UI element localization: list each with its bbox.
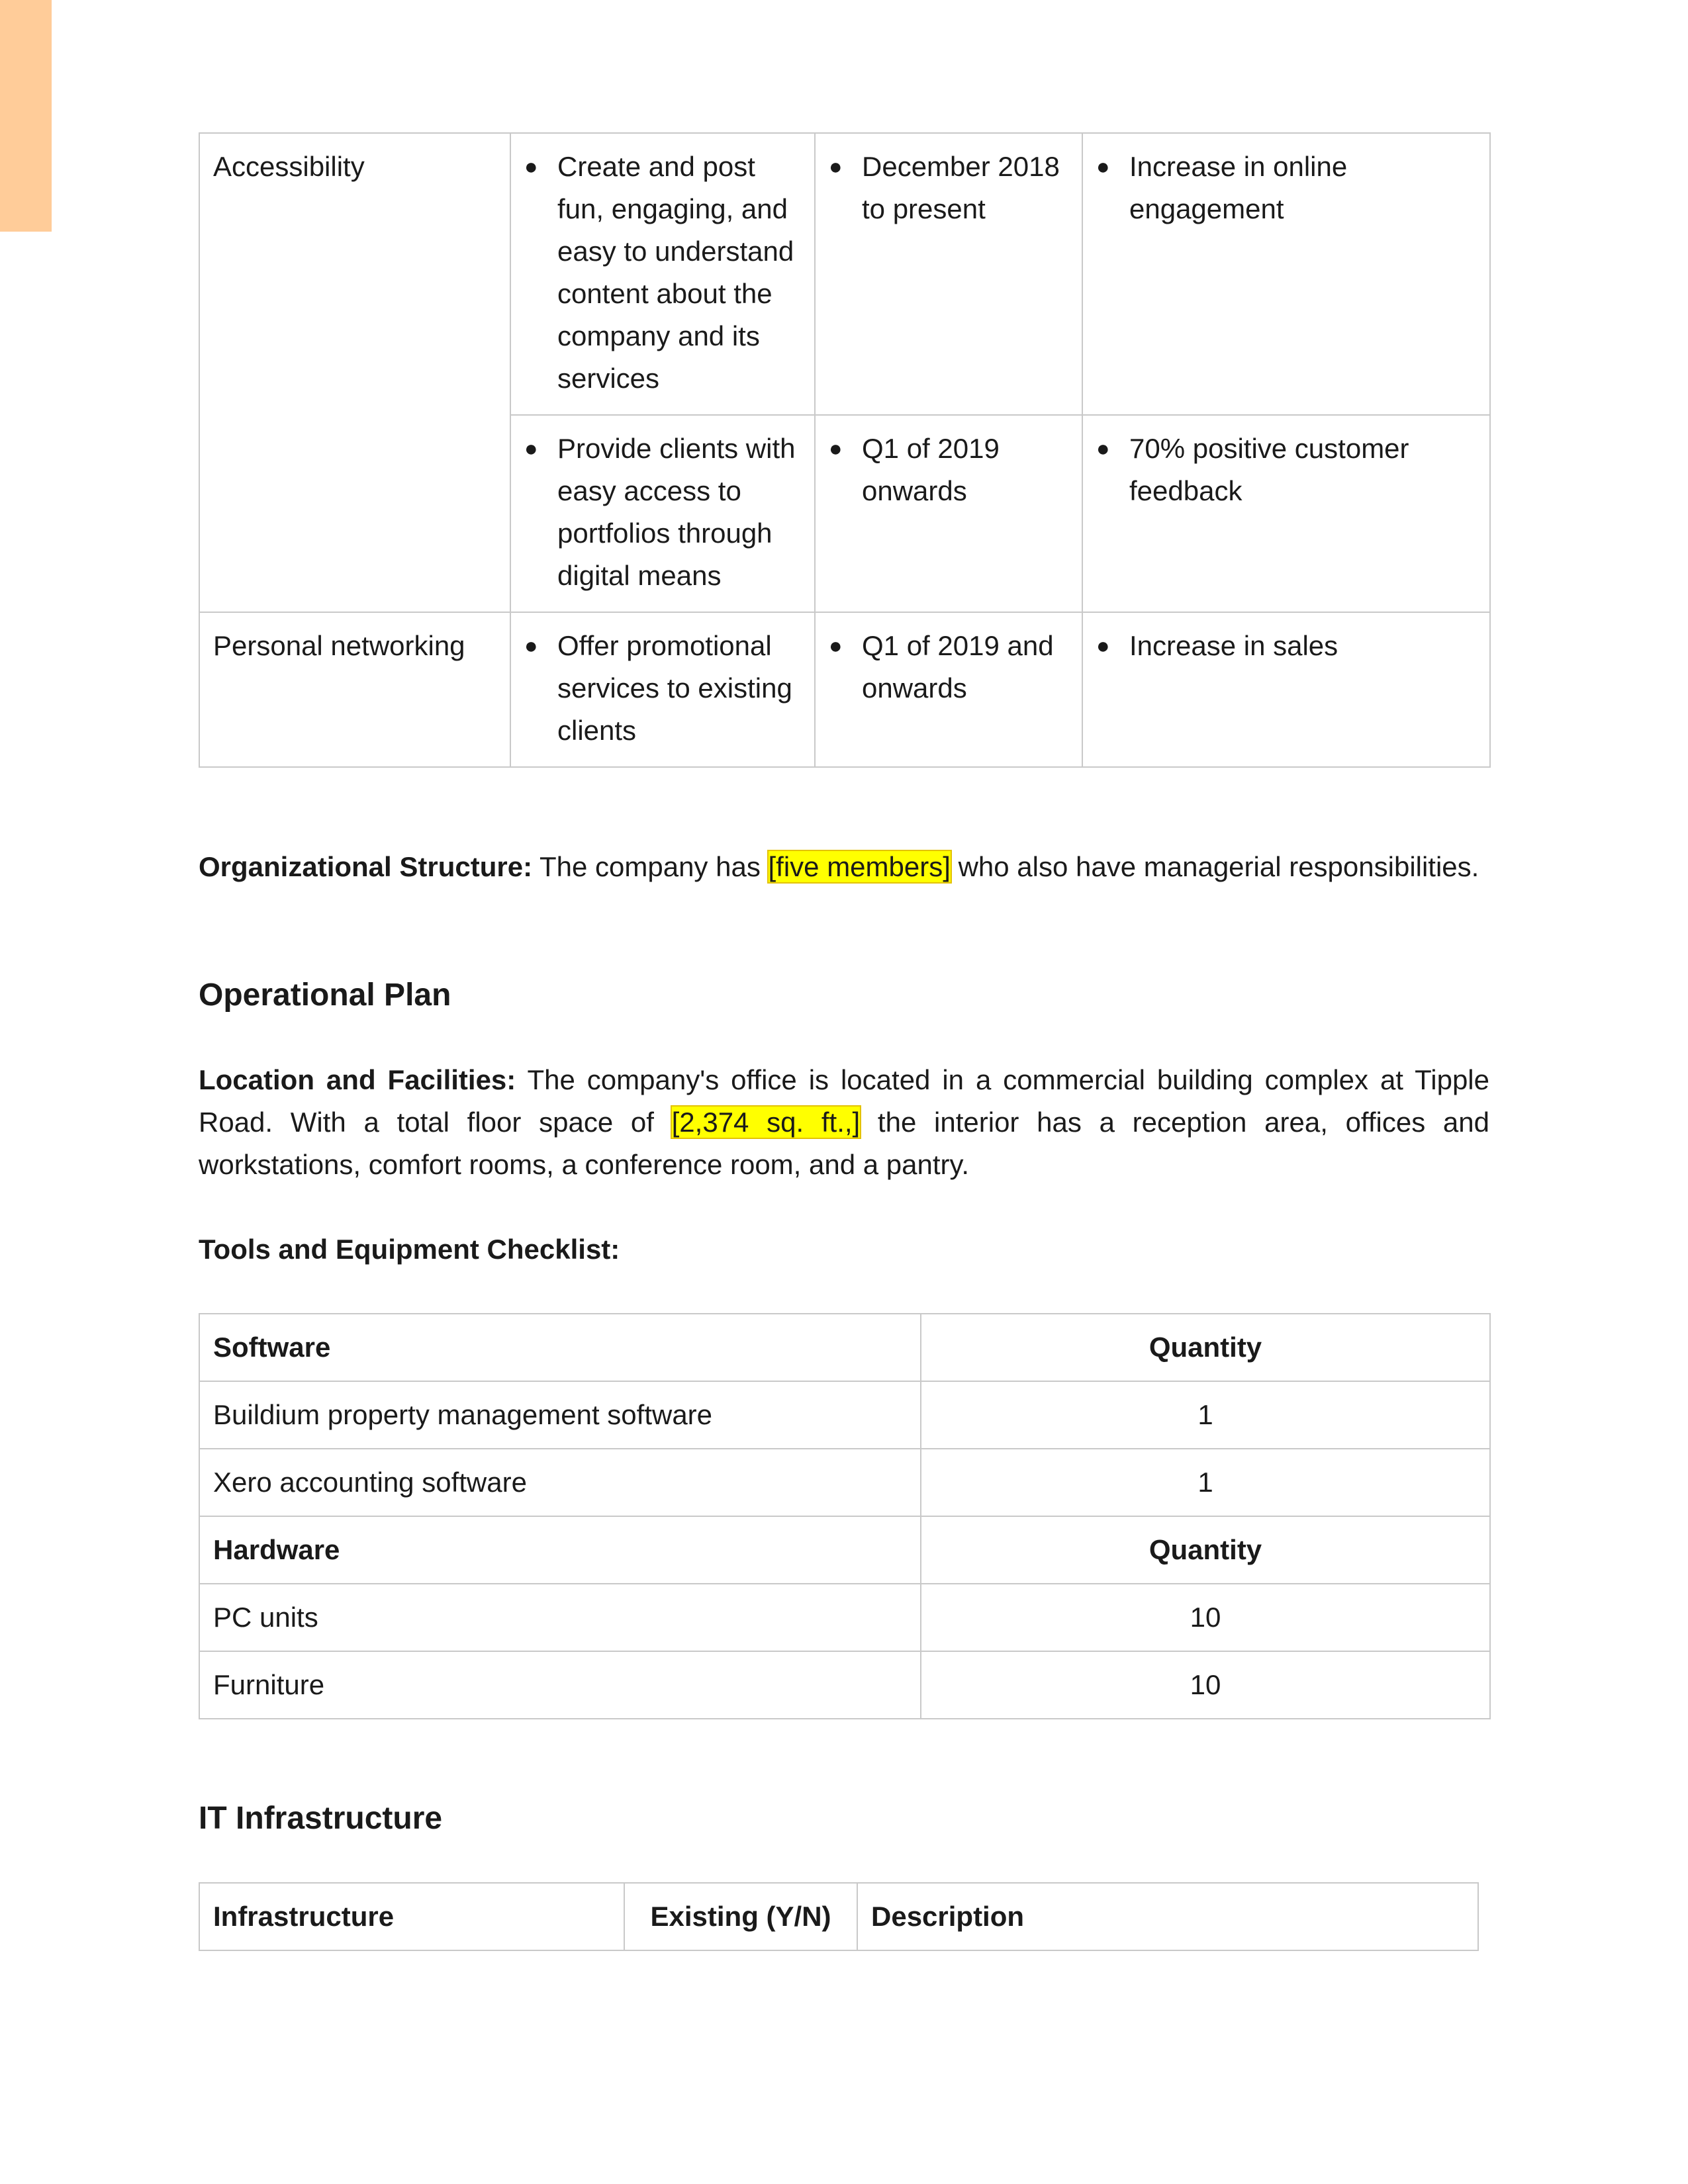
table-row [199, 1516, 1490, 1584]
table-row [199, 1381, 1490, 1449]
quantity-cell: 10 [921, 1584, 1490, 1651]
timeline-cell [815, 612, 1082, 767]
quantity-cell: 10 [921, 1651, 1490, 1719]
org-structure-paragraph [199, 846, 1489, 888]
item-cell: Xero accounting software [199, 1449, 921, 1516]
action-cell [510, 415, 815, 612]
action-cell [510, 612, 815, 767]
location-text: The company's office is located in a commercial building complex at Tipple Road. With a total floor space of [199, 1064, 1489, 1138]
location-paragraph [199, 1059, 1489, 1186]
location-label: Location and Facilities: [199, 1064, 516, 1095]
timeline-cell [815, 133, 1082, 415]
bullet-item: ● Increase in online engagement [1096, 146, 1476, 230]
table-row [199, 1651, 1490, 1719]
bullet-item: ● Q1 of 2019 and onwards [829, 625, 1068, 709]
kpi-cell [1082, 415, 1490, 612]
org-structure-label: Organizational Structure: [199, 851, 533, 882]
accent-bar [0, 0, 52, 232]
org-structure-text: The company has [532, 851, 769, 882]
item-cell: PC units [199, 1584, 921, 1651]
quantity-header: Quantity [921, 1314, 1490, 1381]
bullet-item: ● Increase in sales [1096, 625, 1476, 667]
bullet-item: ● Create and post fun, engaging, and easy to understand content about the company and its services [524, 146, 801, 400]
tools-table [199, 1313, 1491, 1719]
bullet-item: ● December 2018 to present [829, 146, 1068, 230]
hardware-header: Hardware [199, 1516, 921, 1584]
table-row [199, 1883, 1478, 1950]
table-row [199, 1584, 1490, 1651]
quantity-cell: 1 [921, 1449, 1490, 1516]
table-row [199, 1449, 1490, 1516]
it-infrastructure-table [199, 1882, 1479, 1951]
document-page [199, 132, 1489, 1951]
highlighted-placeholder: [five members] [768, 851, 951, 882]
highlighted-placeholder: [2,374 sq. ft.,] [671, 1107, 861, 1138]
tools-heading: Tools and Equipment Checklist: [199, 1234, 620, 1265]
existing-header: Existing (Y/N) [624, 1883, 857, 1950]
description-header: Description [857, 1883, 1478, 1950]
item-cell: Buildium property management software [199, 1381, 921, 1449]
quantity-cell: 1 [921, 1381, 1490, 1449]
timeline-cell [815, 415, 1082, 612]
goals-table [199, 132, 1491, 768]
bullet-item: ● Provide clients with easy access to portfolios through digital means [524, 428, 801, 597]
it-infrastructure-heading: IT Infrastructure [199, 1801, 443, 1836]
table-row [199, 612, 1490, 767]
table-row [199, 1314, 1490, 1381]
kpi-cell [1082, 612, 1490, 767]
bullet-item: ● Q1 of 2019 onwards [829, 428, 1068, 512]
org-structure-text-end: who also have managerial responsibilities. [950, 851, 1479, 882]
bullet-item: ● 70% positive customer feedback [1096, 428, 1476, 512]
software-header: Software [199, 1314, 921, 1381]
bullet-item: ● Offer promotional services to existing clients [524, 625, 801, 752]
operational-plan-heading: Operational Plan [199, 978, 451, 1013]
category-cell: Accessibility [199, 133, 510, 612]
table-row [199, 133, 1490, 415]
quantity-header: Quantity [921, 1516, 1490, 1584]
location-text-end: the interior has a reception area, offices and workstations, comfort rooms, a conference room, and a pantry. [199, 1107, 1489, 1180]
infrastructure-header: Infrastructure [199, 1883, 624, 1950]
action-cell [510, 133, 815, 415]
category-cell: Personal networking [199, 612, 510, 767]
item-cell: Furniture [199, 1651, 921, 1719]
kpi-cell [1082, 133, 1490, 415]
